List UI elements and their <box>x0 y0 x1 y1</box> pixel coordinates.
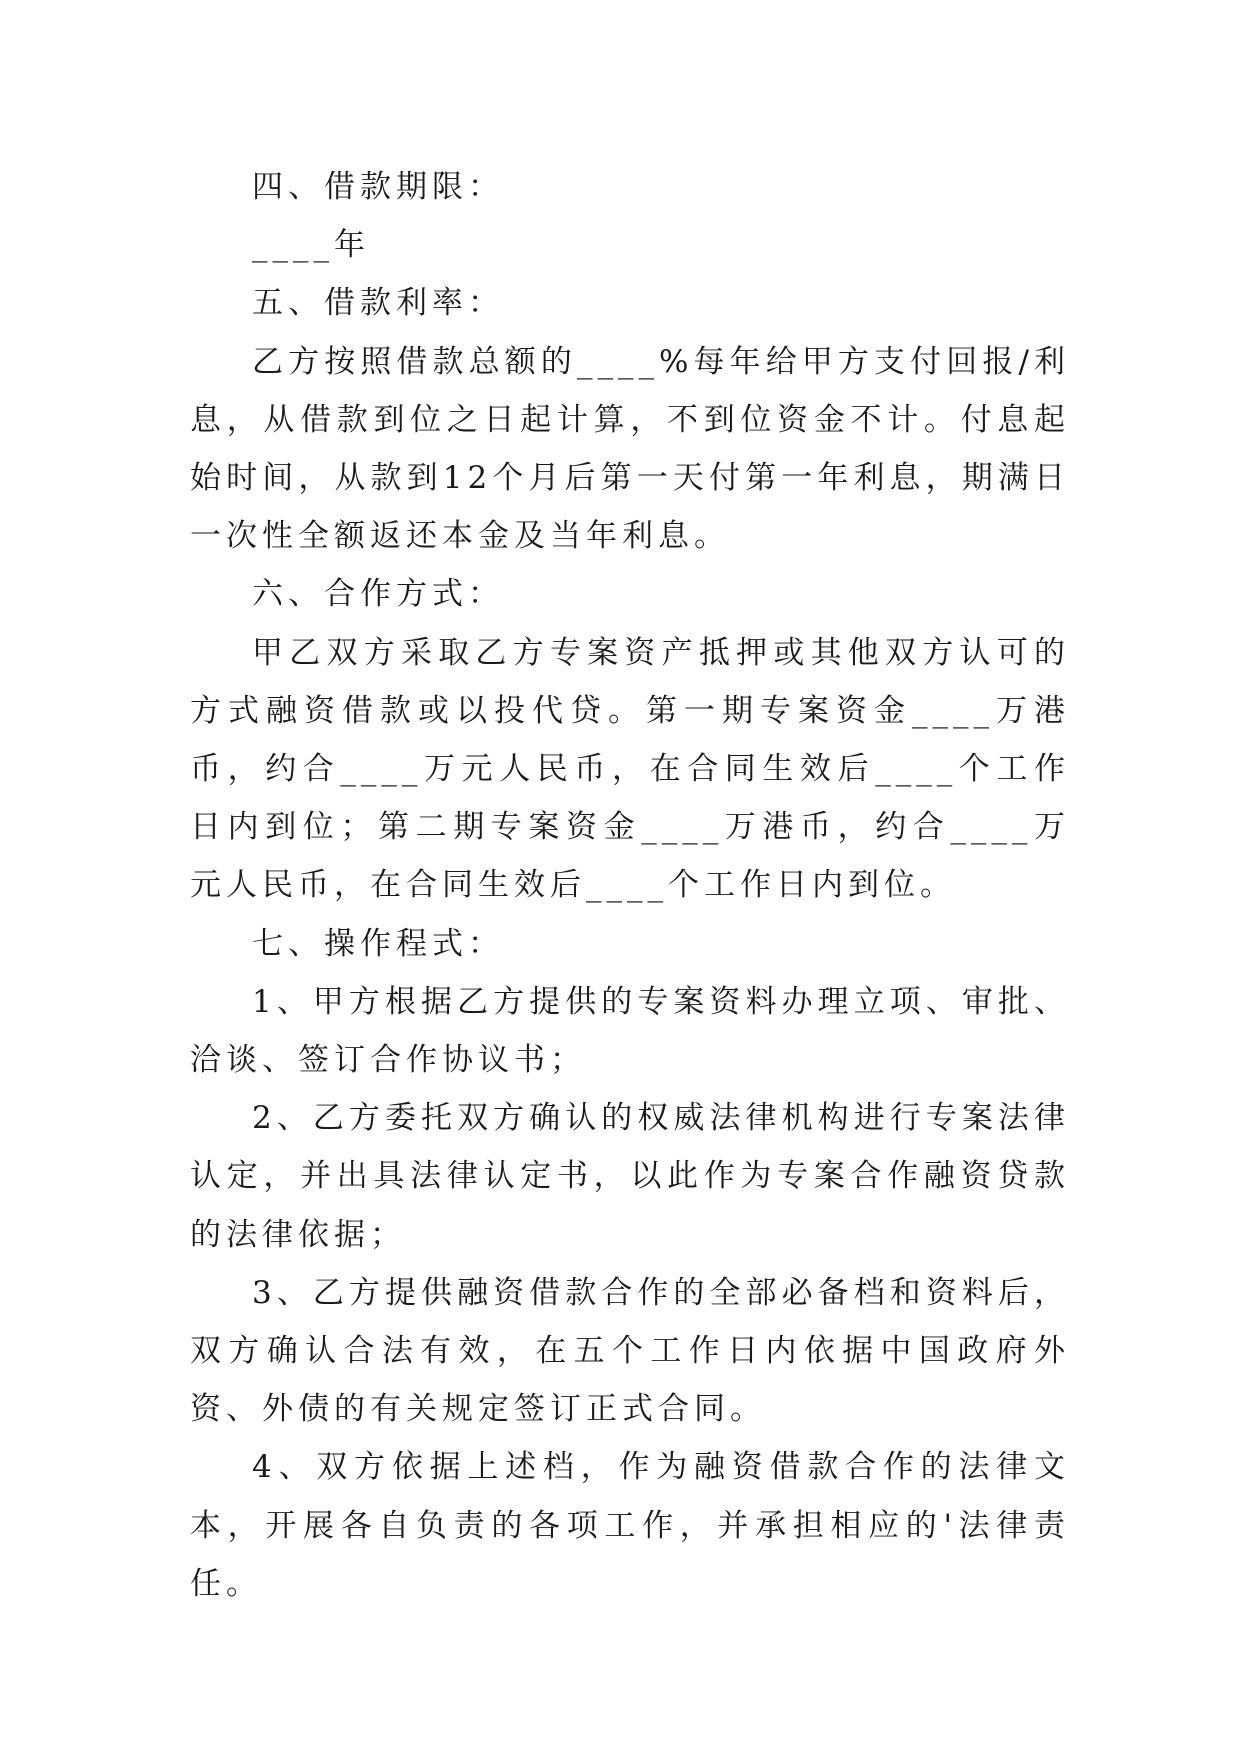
document-body <box>190 158 1070 1613</box>
loan-term-value: ____年 <box>252 227 370 264</box>
cooperation-method-paragraph: 甲乙双方采取乙方专案资产抵押或其他双方认可的方式融资借款或以投代贷。第一期专案资金____万港币，约合____万元人民币，在合同生效后____个工作日内到位；第二期专案资金____万港币，约合____万元人民币，在合同生效后____个工作日内到位。 <box>190 634 1070 904</box>
section-heading-interest-rate: 五、借款利率： <box>252 285 504 322</box>
procedure-item-2: 2、乙方委托双方确认的权威法律机构进行专案法律认定，并出具法律认定书，以此作为专案合作融资贷款的法律依据； <box>190 1100 1070 1253</box>
section-heading-cooperation-method: 六、合作方式： <box>252 576 504 613</box>
procedure-item-3: 3、乙方提供融资借款合作的全部必备档和资料后，双方确认合法有效，在五个工作日内依据中国政府外资、外债的有关规定签订正式合同。 <box>190 1274 1070 1428</box>
section-heading-procedure: 七、操作程式： <box>252 925 504 962</box>
procedure-item-4: 4、双方依据上述档，作为融资借款合作的法律文本，开展各自负责的各项工作，并承担相应的'法律责任。 <box>190 1449 1070 1602</box>
section-heading-loan-term: 四、借款期限： <box>252 169 504 205</box>
interest-rate-paragraph: 乙方按照借款总额的____%每年给甲方支付回报/利息，从借款到位之日起计算，不到位资金不计。付息起始时间，从款到12个月后第一天付第一年利息，期满日一次性全额返还本金及当年利息。 <box>190 343 1070 555</box>
procedure-item-1: 1、甲方根据乙方提供的专案资料办理立项、审批、洽谈、签订合作协议书； <box>190 983 1070 1079</box>
